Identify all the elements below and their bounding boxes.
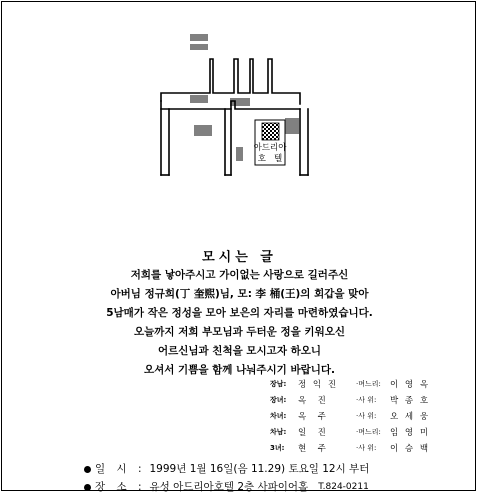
hotel-label [247, 143, 293, 165]
signature-row [270, 392, 460, 408]
body-line: 오늘까지 저희 부모님과 두터운 정을 키워오신 [134, 326, 345, 338]
event-date-value: 1999년 1월 16일(음 11.29) 토요일 12시 부터 [149, 463, 370, 475]
map-block [194, 125, 212, 136]
signature-role: 차녀: [270, 412, 287, 420]
hotel-label-line2: 호 텔 [257, 154, 283, 164]
body-line: 저희를 낳아주시고 가이없는 사랑으로 길러주신 [130, 269, 349, 281]
signature-role2: ·며느리: [356, 380, 381, 388]
page-title: 모시는 글 [202, 250, 277, 265]
signature-role2: ·사 위: [356, 412, 377, 420]
location-map [0, 0, 479, 190]
bullet-icon [84, 466, 91, 473]
event-place-row [84, 478, 369, 496]
map-block [190, 44, 208, 50]
event-phone: T.824-0211 [318, 482, 369, 492]
signature-row [270, 376, 460, 392]
signature-name2: 이 영 옥 [390, 380, 431, 390]
signature-role: 장남: [270, 380, 287, 388]
event-info [84, 460, 369, 496]
body-line: 5남매가 작은 정성을 모아 보은의 자리를 마련하였습니다. [106, 307, 373, 319]
hotel-checker [262, 123, 279, 140]
signature-role2: ·며느리: [356, 428, 381, 436]
invitation-body [0, 266, 479, 380]
body-line: 어르신님과 친척을 모시고자 하오니 [157, 345, 322, 357]
hotel-label-line1: 아드리아 [253, 143, 287, 153]
signature-name2: 오 세 웅 [390, 412, 431, 422]
signature-list [270, 376, 460, 456]
signature-role2: ·사 위: [356, 396, 377, 404]
signature-name2: 임 영 미 [390, 428, 431, 438]
signature-name2: 박 종 호 [390, 396, 431, 406]
signature-name: 일 진 [298, 428, 328, 438]
map-block [285, 118, 299, 134]
signature-row [270, 424, 460, 440]
signature-role2: ·사 위: [356, 444, 377, 452]
map-block [236, 147, 243, 161]
signature-name2: 이 승 백 [390, 444, 431, 454]
event-date-row [84, 460, 369, 478]
event-place-value: 유성 아드리아호텔 2층 사파이어홀 [149, 481, 309, 493]
signature-name: 현 주 [298, 444, 328, 454]
signature-row [270, 440, 460, 456]
signature-role: 장녀: [270, 396, 287, 404]
event-place-label: 장 소 : [95, 481, 146, 493]
signature-name: 옥 주 [298, 412, 328, 422]
body-line: 오셔서 기쁨을 함께 나눠주시기 바랍니다. [143, 364, 336, 376]
map-block [190, 34, 208, 41]
signature-role: 차남: [270, 428, 287, 436]
signature-name: 정 익 진 [298, 380, 339, 390]
signature-name: 옥 진 [298, 396, 328, 406]
signature-row [270, 408, 460, 424]
map-block [190, 95, 208, 103]
signature-role: 3녀: [270, 444, 285, 452]
body-line: 아버님 정규희(丁 奎熙)님, 모: 李 桶(王)의 회갑을 맞아 [110, 288, 369, 300]
event-date-label: 일 시 : [95, 463, 146, 475]
bullet-icon [84, 484, 91, 491]
map-block [230, 98, 250, 106]
